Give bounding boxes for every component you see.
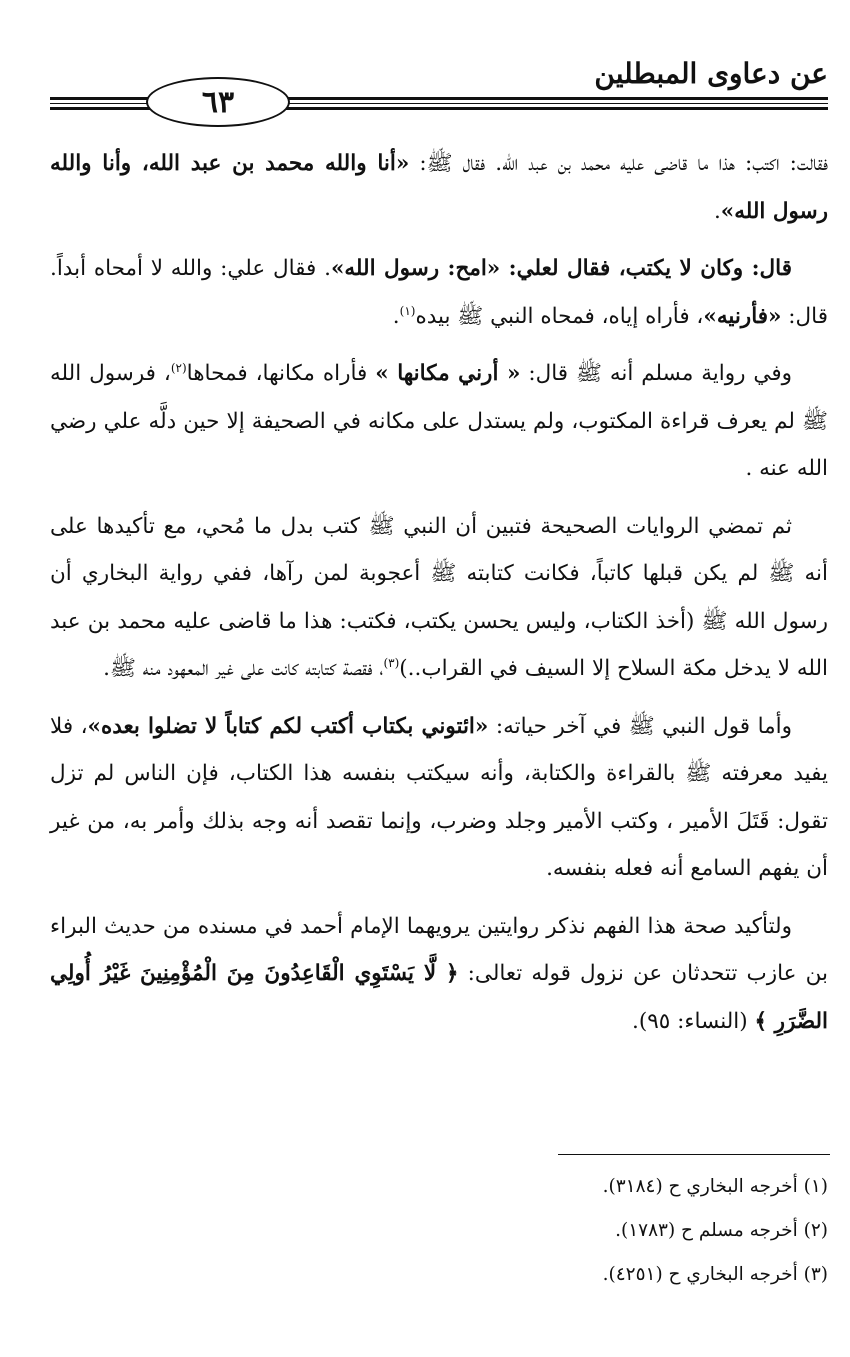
paragraph-1 xyxy=(50,140,828,235)
text-run: وأما قول النبي ﷺ في آخر حياته: xyxy=(488,713,792,739)
text-run: ، فرسول الله ﷺ لم يعرف قراءة المكتوب، ولم يستدل على مكانه في الصحيفة إلا حين دلَّه علي رضي الله عنه . xyxy=(50,361,828,481)
footnote-2: (٢) أخرجه مسلم ح (١٧٨٣). xyxy=(615,1220,828,1241)
quoted-text: « أرني مكانها » xyxy=(375,361,521,386)
footnote-reference: (١) xyxy=(399,303,416,318)
footnote-reference: (٢) xyxy=(170,360,187,375)
paragraph-3 xyxy=(50,350,828,493)
text-run: ، فأراه إياه، فمحاه النبي ﷺ بيده xyxy=(415,303,704,329)
paragraph-6 xyxy=(50,903,828,1046)
text-run: ولتأكيد صحة هذا الفهم نذكر روايتين يرويهما الإمام أحمد في مسنده من حديث البراء بن عازب تتحدثان عن نزول قوله تعالى: xyxy=(50,913,828,986)
quoted-text: «فأرنيه» xyxy=(703,303,782,329)
running-header xyxy=(50,55,828,125)
text-run: ، فقصة كتابته كانت على غير المعهود منه ﷺ. xyxy=(103,656,384,681)
footnote-reference: (٣) xyxy=(383,655,400,670)
text-run: . xyxy=(392,303,400,329)
text-run: فقالت: اكتب: هذا ما قاضى عليه محمد بن عبد الله. فقال ﷺ: xyxy=(409,151,828,176)
text-run: . فقال علي: والله لا أمحاه أبداً. قال: xyxy=(50,256,828,329)
quoted-text: «ائتوني بكتاب أكتب لكم كتاباً لا تضلوا بعده» xyxy=(87,713,489,739)
text-run: ثم تمضي الروايات الصحيحة فتبين أن النبي ﷺ كتب بدل ما مُحي، مع تأكيدها على أنه ﷺ لم يكن قبلها كاتباً، فكانت كتابته ﷺ أعجوبة لمن رآها، ففي رواية البخاري أن رسول الله ﷺ (أخذ الكتاب، وليس يحسن يكتب، فكتب: هذا ما قاضى عليه محمد بن عبد الله لا يدخل مكة السلاح إلا السيف في القراب..) xyxy=(50,513,828,681)
quoted-text: «أنا والله محمد بن عبد الله، وأنا والله رسول الله» xyxy=(50,151,828,224)
chapter-title: عن دعاوى المبطلين xyxy=(594,57,828,90)
page-number: ٦٣ xyxy=(146,77,290,127)
footnote-1: (١) أخرجه البخاري ح (٣١٨٤). xyxy=(602,1176,828,1197)
quoted-text: قال: وكان لا يكتب، فقال لعلي: «امح: رسول الله» xyxy=(330,256,792,281)
text-run: فأراه مكانها، فمحاها xyxy=(186,361,376,386)
text-run: ، فلا يفيد معرفته ﷺ بالقراءة والكتابة، وأنه سيكتب بنفسه هذا الكتاب، فإن الناس لم تزل تقول: قَتَلَ الأمير ، وكتب الأمير وجلد وضرب، وإنما تقصد أنه وجه بذلك وأمر به، من غير أن يفهم السامع أنه فعله بنفسه. xyxy=(50,713,828,881)
text-run: وفي رواية مسلم أنه ﷺ قال: xyxy=(520,361,792,386)
footnote-3: (٣) أخرجه البخاري ح (٤٢٥١). xyxy=(602,1264,828,1285)
footnote-separator xyxy=(558,1154,830,1155)
footnotes xyxy=(400,1165,828,1297)
body-text xyxy=(50,140,828,1055)
paragraph-4 xyxy=(50,503,828,693)
quoted-text: ﴿ لَّا يَسْتَوِي الْقَاعِدُونَ مِنَ الْمُؤْمِنِينَ غَيْرُ أُولِي الضَّرَرِ ﴾ xyxy=(50,961,828,1034)
text-run: (النساء: ٩٥). xyxy=(632,1008,755,1034)
paragraph-2 xyxy=(50,245,828,340)
paragraph-5 xyxy=(50,703,828,893)
text-run: . xyxy=(713,198,721,224)
